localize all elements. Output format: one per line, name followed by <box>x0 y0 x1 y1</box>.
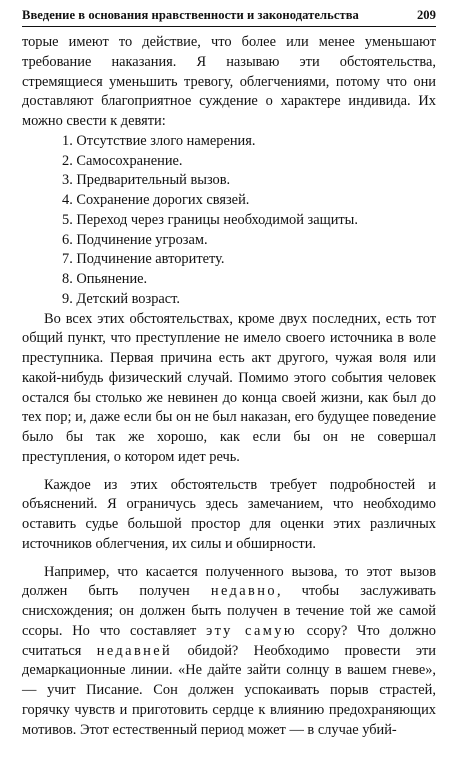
text-run: , чтобы заслуживать снисхождения; он должен быть получен в течение той же самой ссоры. Но что составляет <box>22 583 436 639</box>
mitigation-list <box>22 132 436 310</box>
body-paragraph-3 <box>22 563 436 741</box>
body-paragraph-2: Каждое из этих обстоятельств требует подробностей и объяснений. Я ограничусь здесь замечанием, что необходимо оставить судье большой простор для оценки этих различных источников облегчения, их силы и обширности. <box>22 476 436 552</box>
list-item: 9. Детский возраст. <box>62 290 180 307</box>
body-paragraph-1: Во всех этих обстоятельствах, кроме двух последних, есть тот общий пункт, что преступление не имело своего источника в воле преступника. Первая причина есть акт другого, чужая воля или какой-нибудь физический случай. Помимо этого события человек остался бы столько же невинен до конца своей жизни, как был до тех пор; и, даже если бы он не был наказан, его будущее поведение было бы так же хорошо, как если бы он не совершал преступления, о котором идет речь. <box>22 310 436 465</box>
intro-paragraph: торые имеют то действие, что более или менее уменьшают требование наказания. Я называю эти обстоятельства, стремящиеся уменьшить тревогу, облегчениями, потому что они доставляют благоприятное суждение о характере индивида. Их можно свести к девяти: <box>22 34 436 129</box>
list-item: 5. Переход через границы необходимой защиты. <box>62 211 358 228</box>
text-run: Например, что касается полученного вызова, то этот вызов должен быть получен <box>22 563 436 600</box>
running-header-title: Введение в основания нравственности и законодательства <box>22 8 359 22</box>
page-body <box>22 33 436 740</box>
list-item: 4. Сохранение дорогих связей. <box>62 192 250 208</box>
spaced-emphasis: эту самую <box>206 622 297 639</box>
list-item: 2. Самосохранение. <box>62 152 183 169</box>
list-item: 6. Подчинение угрозам. <box>62 231 208 248</box>
running-header <box>22 8 436 27</box>
text-run: обидой? Необходимо провести эти демаркационные линии. «Не дайте зайти солнцу в вашем гневе», — учит Писание. Сон должен успокаивать порыв страстей, горячку чувств и приготовить сердце к влиянию предохраняющих мотивов. Этот естественный период может — в случае убий- <box>22 642 436 738</box>
list-item: 1. Отсутствие злого намерения. <box>62 132 256 149</box>
list-item: 3. Предварительный вызов. <box>62 172 231 189</box>
spaced-emphasis: недавно <box>210 583 277 600</box>
spaced-emphasis: недавней <box>96 642 173 659</box>
list-item: 8. Опьянение. <box>62 271 148 287</box>
text-run: ссору? Что должно считаться <box>22 622 436 659</box>
page-number: 209 <box>416 8 436 22</box>
list-item: 7. Подчинение авторитету. <box>62 251 225 268</box>
